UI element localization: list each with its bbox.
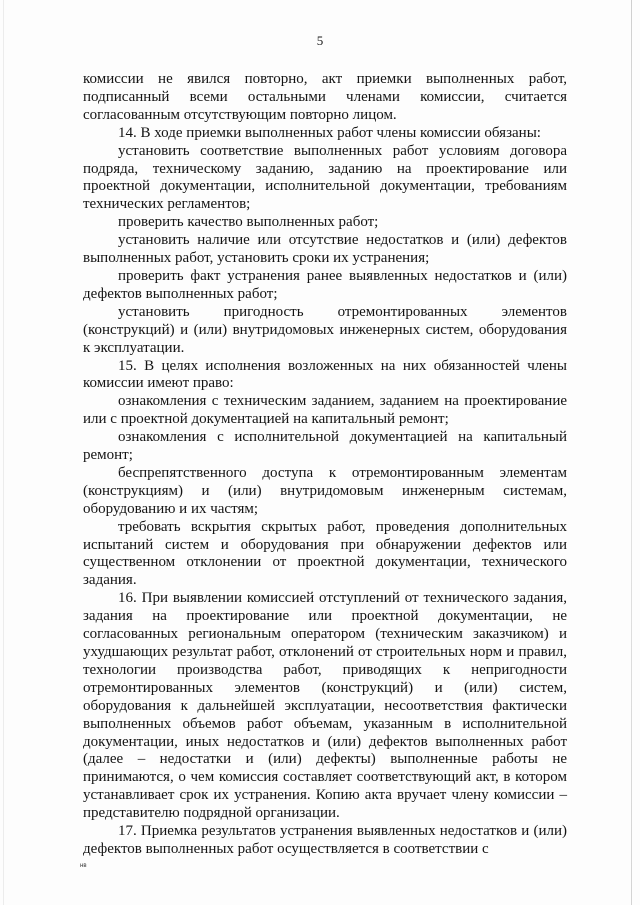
paragraph: установить наличие или отсутствие недостатков и (или) дефектов выполненных работ, установить сроки их устранения; [83,232,567,267]
page-number: 5 [316,33,324,48]
paragraph: проверить качество выполненных работ; [118,214,379,231]
document-body [83,71,567,859]
paragraph: проверить факт устранения ранее выявленных недостатков и (или) дефектов выполненных работ; [83,267,567,302]
paragraph: установить пригодность отремонтированных элементов (конструкций) и (или) внутридомовых инженерных систем, оборудования к эксплуатации. [83,303,567,356]
paragraph: ознакомления с исполнительной документацией на капитальный ремонт; [83,429,567,464]
paragraph: 17. Приемка результатов устранения выявленных недостатков и (или) дефектов выполненных работ осуществляется в соответствии с [83,823,567,857]
paragraph: 14. В ходе приемки выполненных работ члены комиссии обязаны: [118,124,541,141]
footer-code: нв [80,863,87,869]
paragraph: комиссии не явился повторно, акт приемки выполненных работ, подписанный всеми остальными членами комиссии, считается согласованным отсутствующим повторно лицом. [83,71,567,123]
scan-edge-right [631,0,632,905]
paragraph: требовать вскрытия скрытых работ, проведения дополнительных испытаний систем и оборудования при обнаружении дефектов или существенном отклонении от проектной документации, технического задания. [83,518,567,589]
scan-edge-left [3,0,4,905]
paragraph: 15. В целях исполнения возложенных на них обязанностей члены комиссии имеют право: [83,357,567,392]
paragraph: беспрепятственного доступа к отремонтированным элементам (конструкциям) и (или) внутридомовым инженерным системам, оборудованию и их частям; [83,464,567,517]
paragraph: ознакомления с техническим заданием, заданием на проектирование или с проектной документацией на капитальный ремонт; [83,393,567,428]
paragraph: 16. При выявлении комиссией отступлений от технического задания, задания на проектирование или проектной документации, не согласованных региональным оператором (техническим заказчиком) и ухудшающих результат работ, отклонений от строительных норм и правил, технологии производства работ, приводящих к непригодности отремонтированных элементов (конструкций) и (или) систем, оборудования к дальнейшей эксплуатации, несоответствия фактически выполненных объемов работ объемам, указанным в исполнительной документации, иных недостатков и (или) дефектов выполненных работ (далее – недостатки и (или) дефекты) выполненные работы не принимаются, о чем комиссия составляет соответствующий акт, в котором устанавливает срок их устранения. Копию акта вручает члену комиссии – представителю подрядной организации. [83,590,567,822]
paragraph: установить соответствие выполненных работ условиям договора подряда, техническому заданию, заданию на проектирование или проектной документации, исполнительной документации, требованиям технических регламентов; [83,142,567,213]
